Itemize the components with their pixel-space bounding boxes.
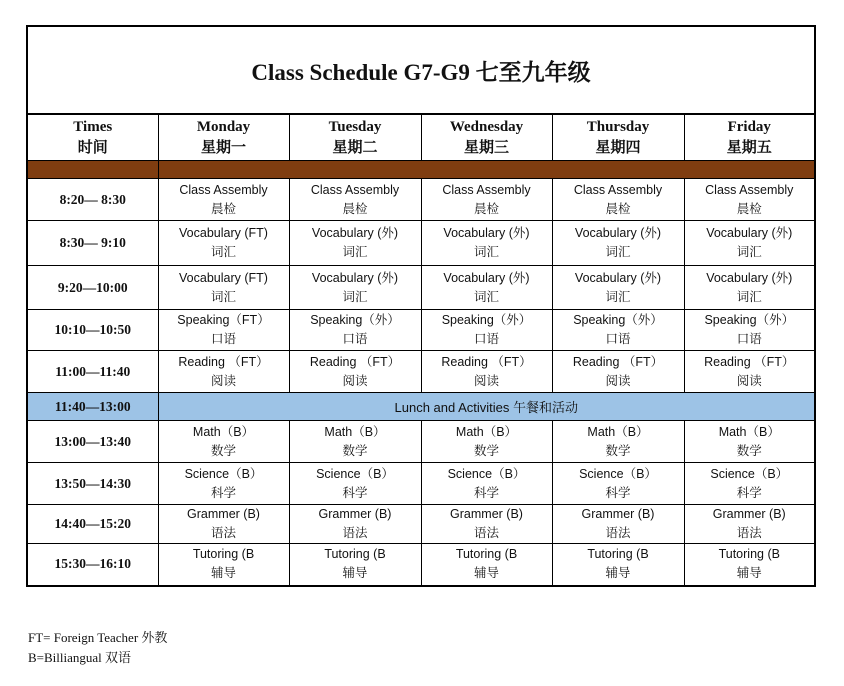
band-cell	[158, 161, 815, 179]
class-name-en: Grammer (B)	[712, 507, 786, 521]
class-cell	[289, 179, 421, 221]
class-name-zh: 科学	[342, 485, 368, 500]
class-name-en: Speaking（FT）	[177, 313, 270, 327]
class-cell	[158, 463, 289, 505]
class-cell	[552, 505, 684, 544]
class-name-zh: 词汇	[473, 289, 499, 304]
class-name-en: Tutoring (B	[324, 547, 386, 562]
band-cell	[27, 161, 158, 179]
class-cell	[552, 463, 684, 505]
class-cell	[158, 351, 289, 393]
class-name-en: Vocabulary (FT)	[179, 270, 268, 285]
class-cell	[552, 544, 684, 586]
class-cell	[289, 421, 421, 463]
class-cell	[158, 505, 289, 544]
class-name-zh: 辅导	[605, 566, 631, 581]
class-name-zh: 阅读	[342, 373, 368, 388]
class-cell	[684, 505, 815, 544]
header-day	[289, 114, 421, 161]
header-row	[27, 114, 815, 161]
header-zh: 星期三	[463, 139, 509, 156]
class-cell	[421, 310, 552, 351]
class-name-zh: 词汇	[342, 245, 368, 259]
class-name-en: Math（B）	[587, 424, 649, 439]
class-name-en: Speaking（外）	[704, 313, 795, 327]
header-zh: 星期二	[332, 139, 378, 156]
class-cell	[684, 421, 815, 463]
class-name-en: Class Assembly	[705, 182, 794, 197]
class-cell	[684, 266, 815, 310]
class-name-en: Class Assembly	[179, 182, 268, 197]
time-cell: 10:10—10:50	[27, 310, 158, 351]
header-en: Wednesday	[449, 118, 524, 135]
class-cell	[289, 505, 421, 544]
header-day	[421, 114, 552, 161]
class-name-zh: 口语	[473, 332, 499, 346]
class-name-en: Vocabulary (外)	[443, 226, 530, 240]
class-cell	[552, 266, 684, 310]
schedule-row	[27, 351, 815, 393]
header-zh: 星期五	[726, 139, 772, 156]
schedule-row	[27, 421, 815, 463]
class-name-en: Vocabulary (外)	[311, 270, 399, 285]
class-name-en: Math（B）	[718, 424, 780, 439]
class-name-en: Reading （FT）	[178, 354, 269, 369]
class-cell	[421, 351, 552, 393]
class-name-en: Class Assembly	[573, 182, 663, 197]
class-schedule-table	[26, 25, 816, 587]
legend	[28, 628, 167, 668]
class-name-zh: 晨检	[605, 201, 631, 216]
class-cell	[421, 421, 552, 463]
class-cell	[421, 179, 552, 221]
class-name-en: Vocabulary (外)	[574, 226, 662, 240]
class-name-zh: 辅导	[210, 566, 236, 581]
class-cell	[158, 221, 289, 266]
class-name-en: Grammer (B)	[187, 507, 260, 521]
class-name-en: Vocabulary (外)	[574, 270, 662, 285]
class-cell	[158, 179, 289, 221]
class-name-zh: 数学	[605, 443, 631, 458]
class-cell	[158, 544, 289, 586]
class-name-en: Vocabulary (外)	[311, 226, 399, 240]
class-name-en: Vocabulary (FT)	[179, 226, 268, 240]
class-cell	[289, 266, 421, 310]
legend-b: B=Billiangual 双语	[28, 650, 132, 665]
schedule-row	[27, 544, 815, 586]
class-cell	[552, 421, 684, 463]
class-name-en: Math（B）	[324, 424, 386, 439]
class-cell	[421, 266, 552, 310]
class-name-zh: 晨检	[342, 201, 368, 216]
time-cell: 13:50—14:30	[27, 463, 158, 505]
class-name-en: Tutoring (B	[192, 547, 255, 562]
time-cell: 15:30—16:10	[27, 544, 158, 586]
class-name-zh: 数学	[473, 443, 499, 458]
class-cell	[289, 544, 421, 586]
class-name-en: Science（B）	[579, 466, 657, 481]
class-name-zh: 阅读	[736, 373, 762, 388]
class-cell	[158, 310, 289, 351]
class-name-zh: 科学	[473, 485, 499, 500]
class-name-zh: 晨检	[736, 201, 762, 216]
class-name-zh: 科学	[736, 485, 762, 500]
class-cell	[158, 266, 289, 310]
header-en: Monday	[196, 118, 251, 135]
class-name-en: Reading （FT）	[704, 354, 795, 369]
class-name-zh: 晨检	[210, 201, 236, 216]
class-name-zh: 辅导	[342, 566, 368, 581]
class-cell	[289, 463, 421, 505]
class-name-zh: 口语	[210, 332, 236, 346]
class-cell	[552, 351, 684, 393]
lunch-row	[27, 393, 815, 421]
class-name-zh: 词汇	[342, 289, 368, 304]
class-name-en: Vocabulary (外)	[706, 270, 793, 285]
class-name-en: Speaking（外）	[441, 313, 532, 327]
class-name-zh: 数学	[342, 443, 368, 458]
time-cell: 8:30— 9:10	[27, 221, 158, 266]
class-cell	[289, 310, 421, 351]
class-name-zh: 科学	[605, 485, 631, 500]
divider-band	[27, 161, 815, 179]
class-name-zh: 语法	[736, 526, 762, 540]
class-cell	[684, 544, 815, 586]
class-name-zh: 口语	[605, 332, 631, 346]
class-cell	[684, 463, 815, 505]
class-name-en: Reading （FT）	[572, 354, 664, 369]
class-name-zh: 阅读	[605, 373, 631, 388]
class-name-zh: 语法	[473, 526, 499, 540]
class-name-zh: 词汇	[605, 245, 631, 259]
class-name-en: Grammer (B)	[581, 507, 655, 521]
time-cell: 8:20— 8:30	[27, 179, 158, 221]
class-name-zh: 口语	[342, 332, 368, 346]
class-name-zh: 辅导	[736, 566, 762, 581]
class-name-en: Reading （FT）	[309, 354, 401, 369]
schedule-row	[27, 221, 815, 266]
header-day	[684, 114, 815, 161]
class-name-zh: 语法	[342, 526, 368, 540]
class-cell	[421, 544, 552, 586]
header-en: Thursday	[586, 118, 650, 135]
class-cell	[684, 351, 815, 393]
class-name-en: Grammer (B)	[318, 507, 392, 521]
header-en: Tuesday	[328, 118, 382, 135]
schedule-row	[27, 266, 815, 310]
class-name-zh: 词汇	[736, 289, 762, 304]
class-name-en: Speaking（外）	[573, 313, 663, 327]
header-zh: 星期一	[200, 139, 246, 156]
class-name-zh: 数学	[210, 443, 236, 458]
class-name-en: Science（B）	[710, 466, 789, 481]
time-cell: 9:20—10:00	[27, 266, 158, 310]
schedule-row	[27, 179, 815, 221]
class-name-en: Science（B）	[316, 466, 394, 481]
time-cell: 13:00—13:40	[27, 421, 158, 463]
class-name-en: Science（B）	[447, 466, 526, 481]
class-name-en: Class Assembly	[310, 182, 400, 197]
class-name-en: Math（B）	[192, 424, 255, 439]
class-cell	[684, 310, 815, 351]
time-cell: 11:00—11:40	[27, 351, 158, 393]
class-name-zh: 语法	[605, 526, 631, 540]
class-name-en: Class Assembly	[442, 182, 531, 197]
class-name-zh: 科学	[210, 485, 236, 500]
lunch-time-cell: 11:40—13:00	[27, 393, 158, 421]
class-name-zh: 词汇	[473, 245, 499, 259]
class-name-en: Reading （FT）	[441, 354, 532, 369]
class-name-zh: 词汇	[736, 245, 762, 259]
class-cell	[158, 421, 289, 463]
class-name-zh: 词汇	[210, 245, 236, 259]
schedule-row	[27, 310, 815, 351]
class-name-en: Speaking（外）	[310, 313, 400, 327]
header-en: Friday	[727, 118, 771, 135]
header-times	[27, 114, 158, 161]
title-row	[27, 26, 815, 114]
class-name-en: Vocabulary (外)	[706, 226, 793, 240]
lunch-activities-cell: Lunch and Activities 午餐和活动	[158, 393, 815, 421]
class-name-en: Vocabulary (外)	[443, 270, 530, 285]
time-cell: 14:40—15:20	[27, 505, 158, 544]
class-name-zh: 数学	[736, 443, 762, 458]
class-cell	[684, 179, 815, 221]
class-cell	[289, 351, 421, 393]
class-name-en: Tutoring (B	[587, 547, 649, 562]
header-day	[158, 114, 289, 161]
class-cell	[684, 221, 815, 266]
header-en: Times	[73, 118, 113, 135]
class-name-zh: 阅读	[210, 373, 236, 388]
class-name-zh: 阅读	[473, 373, 499, 388]
class-name-en: Tutoring (B	[455, 547, 518, 562]
class-cell	[289, 221, 421, 266]
class-name-en: Science（B）	[184, 466, 263, 481]
header-day	[552, 114, 684, 161]
class-cell	[552, 221, 684, 266]
class-name-zh: 晨检	[473, 201, 499, 216]
class-name-en: Math（B）	[455, 424, 518, 439]
class-cell	[421, 221, 552, 266]
class-name-en: Grammer (B)	[450, 507, 523, 521]
header-zh: 星期四	[595, 139, 641, 156]
class-cell	[421, 505, 552, 544]
schedule-row	[27, 505, 815, 544]
schedule-title: Class Schedule G7-G9 七至九年级	[27, 26, 815, 114]
class-name-zh: 语法	[210, 526, 236, 540]
class-cell	[552, 179, 684, 221]
class-cell	[552, 310, 684, 351]
class-name-zh: 辅导	[473, 566, 499, 581]
class-name-zh: 词汇	[210, 289, 236, 304]
class-name-zh: 口语	[736, 332, 762, 346]
header-zh: 时间	[77, 139, 108, 156]
class-name-zh: 词汇	[605, 289, 631, 304]
class-cell	[421, 463, 552, 505]
class-name-en: Tutoring (B	[718, 547, 780, 562]
legend-ft: FT= Foreign Teacher 外教	[28, 630, 168, 645]
schedule-row	[27, 463, 815, 505]
